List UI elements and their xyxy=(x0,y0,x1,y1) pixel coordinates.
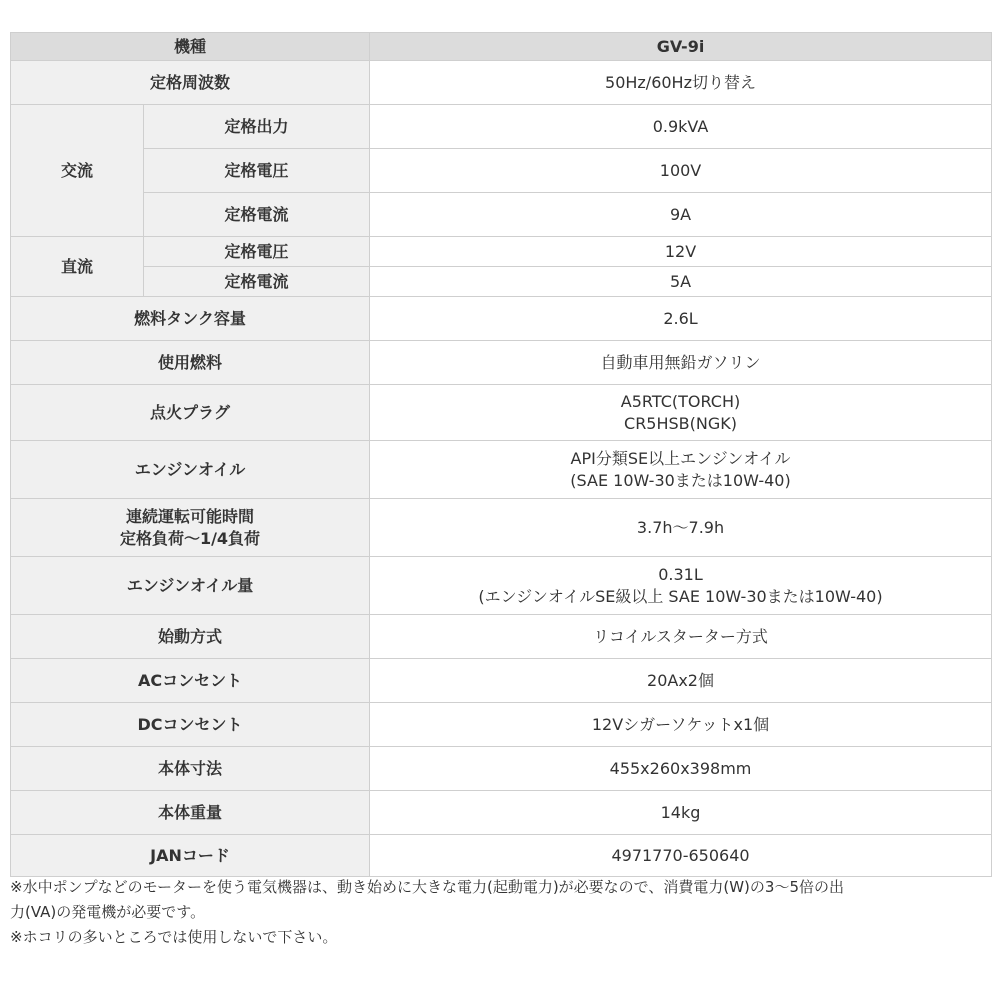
start-label: 始動方式 xyxy=(11,615,370,659)
oil-value-line1: API分類SE以上エンジンオイル xyxy=(570,448,791,468)
table-row xyxy=(11,747,992,791)
table-row xyxy=(11,659,992,703)
runtime-label-line1: 連続運転可能時間 xyxy=(126,506,255,526)
fuel-label: 使用燃料 xyxy=(11,341,370,385)
oil-amount-label: エンジンオイル量 xyxy=(11,557,370,615)
model-value: GV-9i xyxy=(370,33,992,61)
notes xyxy=(10,875,995,950)
table-row xyxy=(11,385,992,441)
plug-value xyxy=(370,385,992,441)
ac-voltage-label: 定格電圧 xyxy=(144,149,370,193)
table-row xyxy=(11,557,992,615)
plug-value-line1: A5RTC(TORCH) xyxy=(620,391,741,411)
fuel-value: 自動車用無鉛ガソリン xyxy=(370,341,992,385)
table-row xyxy=(11,193,992,237)
table-row xyxy=(11,791,992,835)
table-row xyxy=(11,499,992,557)
tank-label: 燃料タンク容量 xyxy=(11,297,370,341)
plug-value-line2: CR5HSB(NGK) xyxy=(624,413,737,433)
jan-value: 4971770-650640 xyxy=(370,835,992,877)
tank-value: 2.6L xyxy=(370,297,992,341)
runtime-label xyxy=(11,499,370,557)
ac-outlet-value: 20Ax2個 xyxy=(370,659,992,703)
ac-outlet-label: ACコンセント xyxy=(11,659,370,703)
oil-amount-value xyxy=(370,557,992,615)
oil-value-line2: (SAE 10W-30または10W-40) xyxy=(570,470,791,490)
table-row xyxy=(11,835,992,877)
ac-voltage-value: 100V xyxy=(370,149,992,193)
table-row xyxy=(11,703,992,747)
table-row xyxy=(11,33,992,61)
dc-outlet-value: 12Vシガーソケットx1個 xyxy=(370,703,992,747)
dc-current-value: 5A xyxy=(370,267,992,297)
oil-amount-value-line1: 0.31L xyxy=(658,564,703,584)
ac-current-label: 定格電流 xyxy=(144,193,370,237)
ac-output-value: 0.9kVA xyxy=(370,105,992,149)
dc-group-label: 直流 xyxy=(11,237,144,297)
table-row xyxy=(11,267,992,297)
runtime-label-line2: 定格負荷〜1/4負荷 xyxy=(119,528,261,548)
table-row xyxy=(11,441,992,499)
dc-voltage-value: 12V xyxy=(370,237,992,267)
oil-label: エンジンオイル xyxy=(11,441,370,499)
size-label: 本体寸法 xyxy=(11,747,370,791)
plug-label: 点火プラグ xyxy=(11,385,370,441)
start-value: リコイルスターター方式 xyxy=(370,615,992,659)
ac-group-label: 交流 xyxy=(11,105,144,237)
table-row xyxy=(11,297,992,341)
frequency-label: 定格周波数 xyxy=(11,61,370,105)
note-line-2: 力(VA)の発電機が必要です。 xyxy=(10,903,206,921)
table-row xyxy=(11,615,992,659)
table-row xyxy=(11,105,992,149)
weight-label: 本体重量 xyxy=(11,791,370,835)
dc-current-label: 定格電流 xyxy=(144,267,370,297)
ac-output-label: 定格出力 xyxy=(144,105,370,149)
table-row xyxy=(11,61,992,105)
size-value: 455x260x398mm xyxy=(370,747,992,791)
spec-table xyxy=(10,32,992,877)
table-row xyxy=(11,341,992,385)
note-line-3: ※ホコリの多いところでは使用しないで下さい。 xyxy=(10,928,338,946)
runtime-value: 3.7h〜7.9h xyxy=(370,499,992,557)
dc-outlet-label: DCコンセント xyxy=(11,703,370,747)
model-label: 機種 xyxy=(11,33,370,61)
table-row xyxy=(11,149,992,193)
frequency-value: 50Hz/60Hz切り替え xyxy=(370,61,992,105)
oil-amount-value-line2: (エンジンオイルSE級以上 SAE 10W-30または10W-40) xyxy=(478,586,883,606)
table-row xyxy=(11,237,992,267)
oil-value xyxy=(370,441,992,499)
jan-label: JANコード xyxy=(11,835,370,877)
ac-current-value: 9A xyxy=(370,193,992,237)
dc-voltage-label: 定格電圧 xyxy=(144,237,370,267)
weight-value: 14kg xyxy=(370,791,992,835)
note-line-1: ※水中ポンプなどのモーターを使う電気機器は、動き始めに大きな電力(起動電力)が必要なので、消費電力(W)の3〜5倍の出 xyxy=(10,878,845,896)
